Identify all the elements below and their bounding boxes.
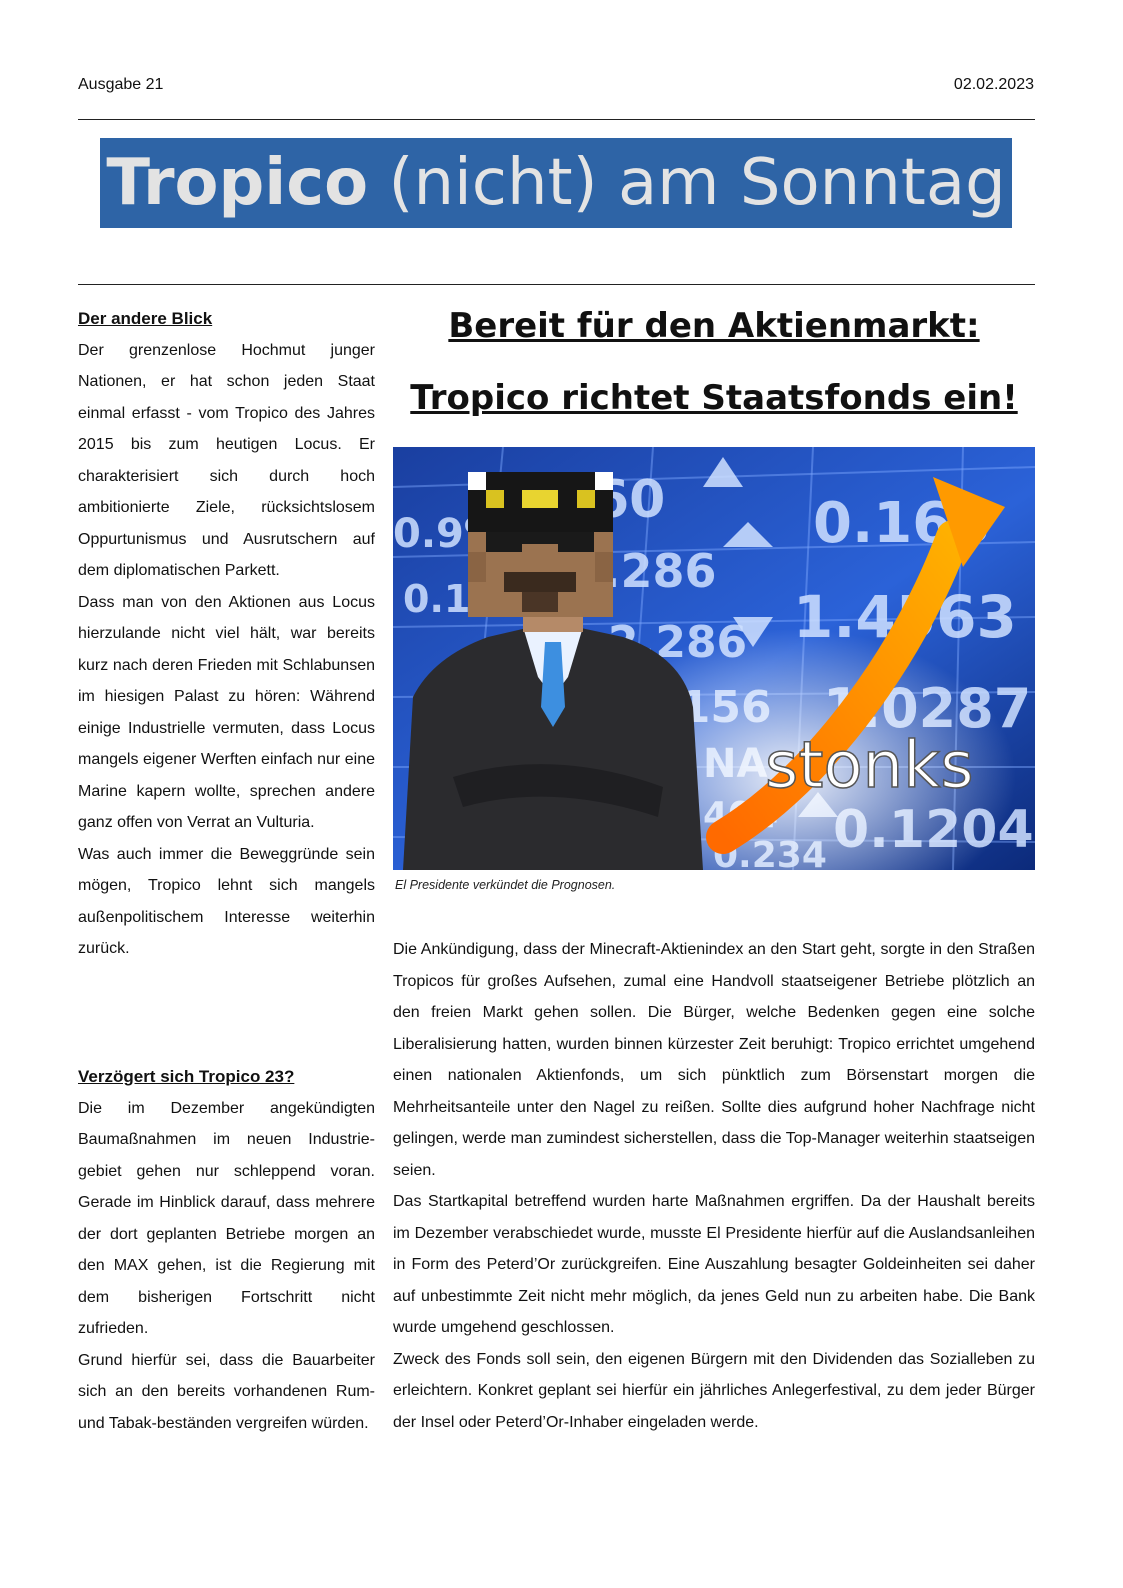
- paragraph: Das Startkapital betreffend wurden harte Maßnahmen ergriffen. Da der Haushalt bereits im Dezember verabschiedet wurde, musste El Presidente hierfür auf die Auslandsanleihen in Form des Peterd’Or zurückgreifen. Eine Auszahlung besagter Goldeinheiten sei daher auf unbestimmte Zeit nicht mehr möglich, da jenes Geld nun zu arbeiten habe. Die Bank wurde umgehend geschlossen.: [393, 1193, 1035, 1336]
- section-heading: Verzögert sich Tropico 23?: [78, 1067, 295, 1086]
- paragraph: Zweck des Fonds soll sein, den eigenen Bürgern mit den Dividenden das Sozialleben zu erleichtern. Konkret geplant sei hierfür ein jährliches Anlegerfestival, zu dem jeder Bürger der Insel oder Peterd’Or-Inhaber eingeladen werde.: [393, 1350, 1035, 1431]
- paragraph: Der grenzenlose Hochmut junger Nationen, er hat schon jeden Staat einmal erfasst - vom Tropico des Jahres 2015 bis zum heutigen Locus. Er charakterisiert sich durch hoch ambitionierte Ziele, rücksichtslosem Oppurtunismus und Ausrutschern auf dem diplomatischen Parkett.: [78, 341, 375, 579]
- masthead-title: [100, 138, 1012, 228]
- photo-caption: El Presidente verkündet die Prognosen.: [395, 878, 616, 892]
- masthead-divider: [78, 284, 1035, 285]
- issue-number: Ausgabe 21: [78, 76, 164, 93]
- sidebar-section-andere-blick: [78, 303, 375, 965]
- masthead-title-bold: Tropico: [106, 146, 369, 220]
- paragraph: Die Ankündigung, dass der Minecraft-Aktienindex an den Start geht, sorgte in den Straßen Tropicos für großes Aufsehen, zumal eine Handvoll staatseigener Betriebe plötzlich an den freien Markt gehen sollen. Die Bürger, welche Bedenken gegen eine solche Liberalisierung hatten, wurden binnen kürzester Zeit beruhigt: Tropico errichtet umgehend einen nationalen Aktienfonds, um sich pünktlich zum Börsenstart morgen die Mehrheitsanteile unter den Nagel zu reißen. Sollte dies aufgrund hoher Nachfrage nicht gelingen, werde man zumindest sicherstellen, dass die Top-Manager weiterhin staatseigen seien.: [393, 941, 1035, 1179]
- article-photo-stonks: [393, 447, 1035, 870]
- article-headline-line2: Tropico richtet Staatsfonds ein!: [410, 378, 1018, 418]
- masthead-title-rest: (nicht) am Sonntag: [368, 146, 1006, 220]
- article-headline-line1: Bereit für den Aktienmarkt:: [448, 306, 980, 346]
- paragraph: Was auch immer die Beweggründe sein mögen, Tropico lehnt sich mangels außenpolitischem Interesse weiterhin zurück.: [78, 845, 375, 957]
- stonks-illustration: [393, 447, 1035, 870]
- top-divider: [78, 119, 1035, 120]
- pixel-head: [468, 472, 613, 617]
- paragraph: Grund hierfür sei, dass die Bauarbeiter sich an den bereits vorhandenen Rum- und Tabak-beständen vergreifen würden.: [78, 1351, 375, 1432]
- article-body: [393, 934, 1035, 1438]
- section-heading: Der andere Blick: [78, 309, 213, 328]
- paragraph: Dass man von den Aktionen aus Locus hierzulande nicht viel hält, war bereits kurz nach deren Frieden mit Schlabunsen im hiesigen Palast zu hören: Während einige Industrielle vermuten, dass Locus mangels eigener Werften einfach nur eine Marine kapern wollte, sprechen andere ganz offen von Verrat an Vulturia.: [78, 593, 375, 831]
- meme-caption: stonks: [765, 729, 974, 803]
- issue-date: 02.02.2023: [953, 76, 1034, 93]
- paragraph: Die im Dezember angekündigten Baumaßnahmen im neuen Industrie-gebiet gehen nur schleppend voran. Gerade im Hinblick darauf, dass mehrere der dort geplanten Betriebe morgen an den MAX gehen, ist die Regierung mit dem bisherigen Fortschritt nicht zufrieden.: [78, 1099, 375, 1337]
- sidebar-section-tropico23: [78, 1061, 375, 1439]
